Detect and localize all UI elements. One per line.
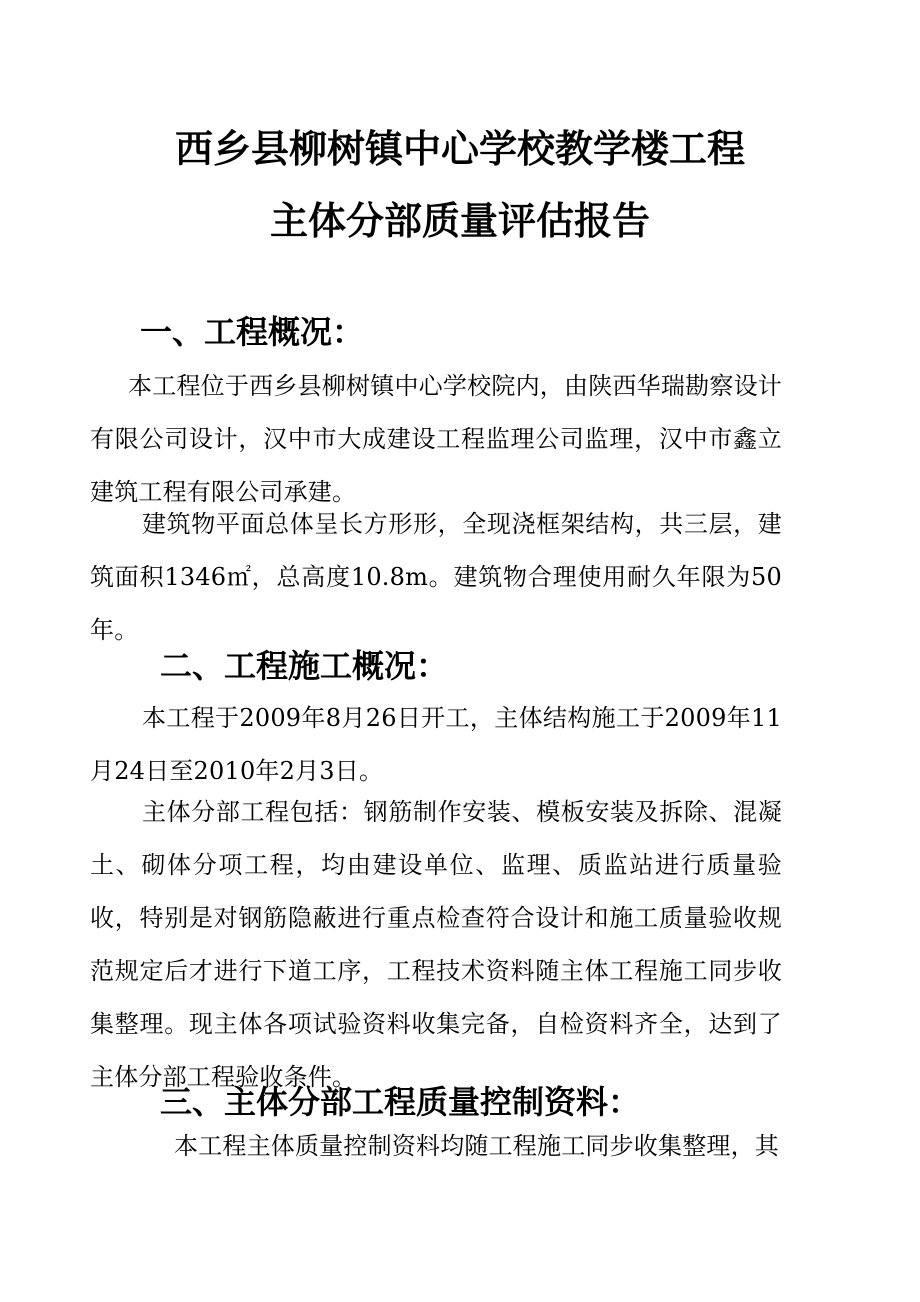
overview-paragraph-1: 本工程位于西乡县柳树镇中心学校院内，由陕西华瑞勘察设计有限公司设计，汉中市大成建设工程监理公司监理，汉中市鑫立建筑工程有限公司承建。: [90, 372, 782, 506]
section-heading-quality-control: 三、主体分部工程质量控制资料：: [160, 1083, 641, 1121]
construction-paragraph-2: 主体分部工程包括：钢筋制作安装、模板安装及拆除、混凝土、砌体分项工程，均由建设单位、监理、质监站进行质量验收，特别是对钢筋隐蔽进行重点检查符合设计和施工质量验收规范规定后才进行下道工序，工程技术资料随主体工程施工同步收集整理。现主体各项试验资料收集完备，自检资料齐全，达到了主体分部工程验收条件。: [90, 798, 782, 1091]
quality-control-paragraph-1: 本工程主体质量控制资料均随工程施工同步收集整理，其: [174, 1132, 779, 1160]
section-heading-overview: 一、工程概况：: [140, 313, 365, 351]
document-title-line-2: 主体分部质量评估报告: [269, 199, 650, 243]
construction-paragraph-1: 本工程于2009年8月26日开工，主体结构施工于2009年11月24日至2010年2月3日。: [90, 704, 782, 785]
section-heading-construction: 二、工程施工概况：: [160, 647, 449, 685]
overview-paragraph-2: 建筑物平面总体呈长方形形，全现浇框架结构，共三层，建筑面积1346㎡，总高度10.8m。建筑物合理使用耐久年限为50年。: [90, 510, 782, 644]
document-title-line-1: 西乡县柳树镇中心学校教学楼工程: [174, 127, 745, 171]
